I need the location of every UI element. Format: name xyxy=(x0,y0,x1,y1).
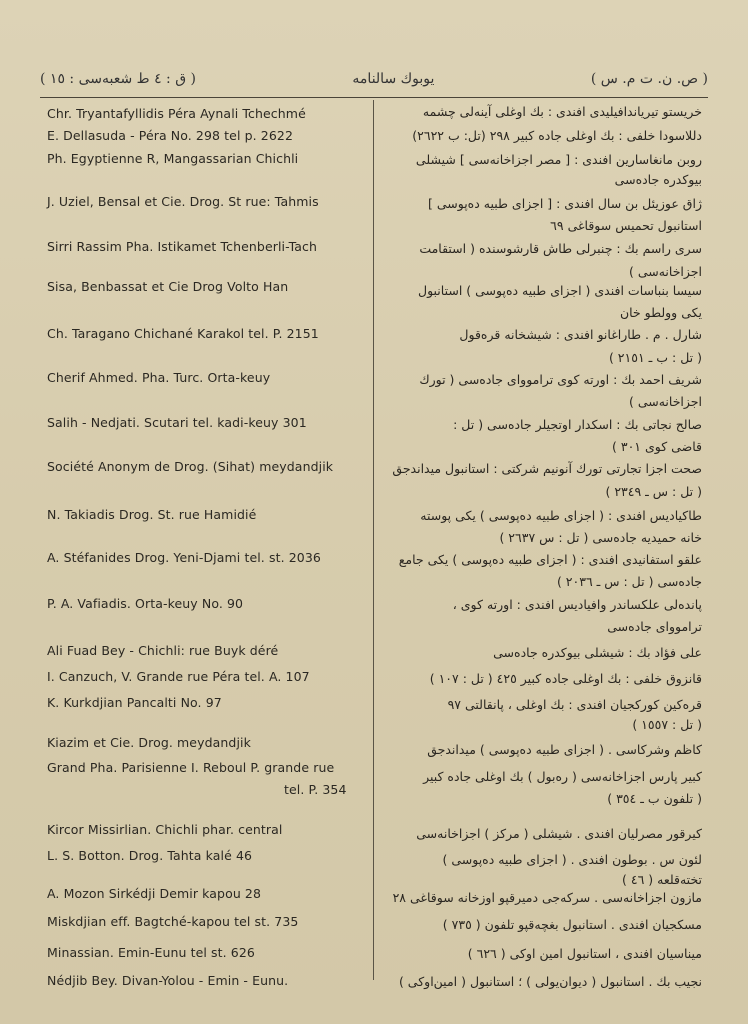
latin-entry: A. Mozon Sirkédji Demir kapou 28 xyxy=(47,886,262,901)
latin-entry: J. Uziel, Bensal et Cie. Drog. St rue: Tahmis xyxy=(47,194,319,209)
ottoman-entry: قره‌کین کورکجیان افندی : بك اوغلی ، پانقالتی ٩٧ xyxy=(447,697,702,712)
ottoman-entry: شارل . م . طاراغانو افندی : شیشخانه قره‌قول xyxy=(459,327,702,342)
header-center: یوبوك سالنامه xyxy=(352,71,435,87)
ottoman-entry: ژاق عوزیئل بن سال افندی : [ اجزای طبیه ده‌پوسی ] xyxy=(428,196,702,211)
latin-entry: tel. P. 354 xyxy=(284,782,347,797)
ottoman-entry: ( تل : ١٥٥٧ ) xyxy=(632,717,702,732)
ottoman-entry: ( تل : س ـ ٢٣٤٩ ) xyxy=(605,484,702,499)
ottoman-entry: خانه حمیدیه جاده‌سی ( تل : س ٢٦٣٧ ) xyxy=(499,530,702,545)
latin-entry: Miskdjian eff. Bagtché-kapou tel st. 735 xyxy=(47,914,299,929)
ottoman-entry: کبیر پارس اجزاخانه‌سی ( ره‌بول ) بك اوغلی جاده کبیر xyxy=(423,769,702,784)
ottoman-entry: دللاسودا خلفی : بك اوغلی جاده کبیر ٢٩٨ (تل: ب ٢٦٢٢) xyxy=(412,128,702,143)
header-rule xyxy=(40,97,708,98)
latin-entry: P. A. Vafiadis. Orta-keuy No. 90 xyxy=(47,596,244,611)
header-left: ( ق : ٤ ط شعبه‌سی : ١٥ ) xyxy=(40,71,196,87)
latin-entry: Ali Fuad Bey - Chichli: rue Buyk déré xyxy=(47,643,279,658)
latin-entry: Nédjib Bey. Divan-Yolou - Emin - Eunu. xyxy=(47,973,289,988)
latin-entry: Kircor Missirlian. Chichli phar. central xyxy=(47,822,283,837)
ottoman-entry: سیسا بنباسات افندی ( اجزای طبیه ده‌پوسی ) استانبول xyxy=(417,283,702,298)
latin-entry: N. Takiadis Drog. St. rue Hamidié xyxy=(47,507,257,522)
latin-entry: Cherif Ahmed. Pha. Turc. Orta-keuy xyxy=(47,370,271,385)
ottoman-entry: سری راسم بك : چنبرلی طاش قارشوسنده ( استقامت xyxy=(419,241,702,256)
ottoman-entry: مازون اجزاخانه‌سی . سرکه‌جی دمیرقپو اوزخانه سوقاغی ٢٨ xyxy=(392,890,702,905)
ottoman-entry: صالح نجاتی بك : اسکدار اوتجیلر جاده‌سی ( تل : xyxy=(453,417,702,432)
ottoman-entry: خریستو تیریاندافیلیدی افندی : بك اوغلی آینه‌لی چشمه xyxy=(422,104,702,119)
ottoman-entry: علی فؤاد بك : شیشلی بیوکدره جاده‌سی xyxy=(493,645,702,660)
latin-entry: Chr. Tryantafyllidis Péra Aynali Tchechmé xyxy=(47,106,306,121)
latin-entry: Ch. Taragano Chichané Karakol tel. P. 2151 xyxy=(47,326,319,341)
ottoman-entry: ( تل : ب ـ ٢١٥١ ) xyxy=(608,350,702,365)
ottoman-entry: جاده‌سی ( تل : س ـ ٢٠٣٦ ) xyxy=(556,574,702,589)
latin-entry: Sisa, Benbassat et Cie Drog Volto Han xyxy=(47,279,289,294)
latin-entry: Ph. Egyptienne R, Mangassarian Chichli xyxy=(47,151,299,166)
ottoman-entry: طاکیادیس افندی : ( اجزای طبیه ده‌پوسی ) یکی پوسته xyxy=(420,508,702,523)
ottoman-entry: ترامووای جاده‌سی xyxy=(607,619,702,634)
ottoman-entry: اجزاخانه‌سی ) xyxy=(628,264,702,279)
latin-entry: Kiazim et Cie. Drog. meydandjik xyxy=(47,735,251,750)
ottoman-entry: روبن مانغاسارین افندی : [ مصر اجزاخانه‌سی ] شیشلی xyxy=(415,152,702,167)
ottoman-entry: کاظم وشرکاسی . ( اجزای طبیه ده‌پوسی ) میداندجق xyxy=(427,742,702,757)
ottoman-entry: نجیب بك . استانبول ( دیوان‌یولی ) ؛ استانبول ( امین‌اوکی ) xyxy=(398,974,702,989)
latin-entry: K. Kurkdjian Pancalti No. 97 xyxy=(47,695,222,710)
page-header xyxy=(40,64,708,94)
latin-entry: Société Anonym de Drog. (Sihat) meydandjik xyxy=(47,459,334,474)
ottoman-entry: مسکجیان افندی . استانبول بغچه‌قپو تلفون ( ٧٣٥ ) xyxy=(442,917,702,932)
ottoman-entry: اجزاخانه‌سی ) xyxy=(628,394,702,409)
latin-entry: L. S. Botton. Drog. Tahta kalé 46 xyxy=(47,848,253,863)
header-right: ( ص. ن. ت م. س ) xyxy=(590,71,708,87)
ottoman-entry: بیوکدره جاده‌سی xyxy=(614,172,702,187)
latin-entry: I. Canzuch, V. Grande rue Péra tel. A. 107 xyxy=(47,669,310,684)
ottoman-entry: کیرقور مصرلیان افندی . شیشلی ( مرکز ) اجزاخانه‌سی xyxy=(416,826,702,841)
latin-entry: A. Stéfanides Drog. Yeni-Djami tel. st. 2036 xyxy=(47,550,321,565)
latin-entry: Salih - Nedjati. Scutari tel. kadi-keuy 301 xyxy=(47,415,307,430)
ottoman-entry: صحت اجزا تجارتی تورك آنونیم شرکتی : استانبول میداندجق xyxy=(392,461,702,476)
ottoman-entry: تخته‌قلعه ( ٤٦ ) xyxy=(622,872,702,887)
column-divider xyxy=(373,100,374,980)
ottoman-entry: ( تلفون ب ـ ٣٥٤ ) xyxy=(607,791,702,806)
ottoman-entry: یکی وولطو خان xyxy=(619,305,702,320)
ottoman-entry: شریف احمد بك : اورته کوی ترامووای جاده‌سی ( تورك xyxy=(419,372,702,387)
ottoman-entry: قانزوق خلفی : بك اوغلی جاده کبیر ٤٢٥ ( تل : ١٠٧ ) xyxy=(429,671,702,686)
latin-entry: Minassian. Emin-Eunu tel st. 626 xyxy=(47,945,255,960)
ottoman-entry: استانبول تحمیس سوقاغی ٦٩ xyxy=(550,218,702,233)
latin-entry: E. Dellasuda - Péra No. 298 tel p. 2622 xyxy=(47,128,293,143)
ottoman-entry: علقو استفانیدی افندی : ( اجزای طبیه ده‌پوسی ) یکی جامع xyxy=(398,552,702,567)
ottoman-entry: میناسیان افندی ، استانبول امین اوکی ( ٦٢٦ ) xyxy=(467,946,702,961)
ottoman-entry: پانده‌لی علکساندر وافیادیس افندی : اورته کوی ، xyxy=(452,597,702,612)
latin-entry: Sirri Rassim Pha. Istikamet Tchenberli-Tach xyxy=(47,239,318,254)
ottoman-entry: قاضی کوی ٣٠١ ) xyxy=(612,439,702,454)
latin-entry: Grand Pha. Parisienne I. Reboul P. grande rue xyxy=(47,760,335,775)
ottoman-entry: لئون س . بوطون افندی . ( اجزای طبیه ده‌پوسی ) xyxy=(442,852,702,867)
